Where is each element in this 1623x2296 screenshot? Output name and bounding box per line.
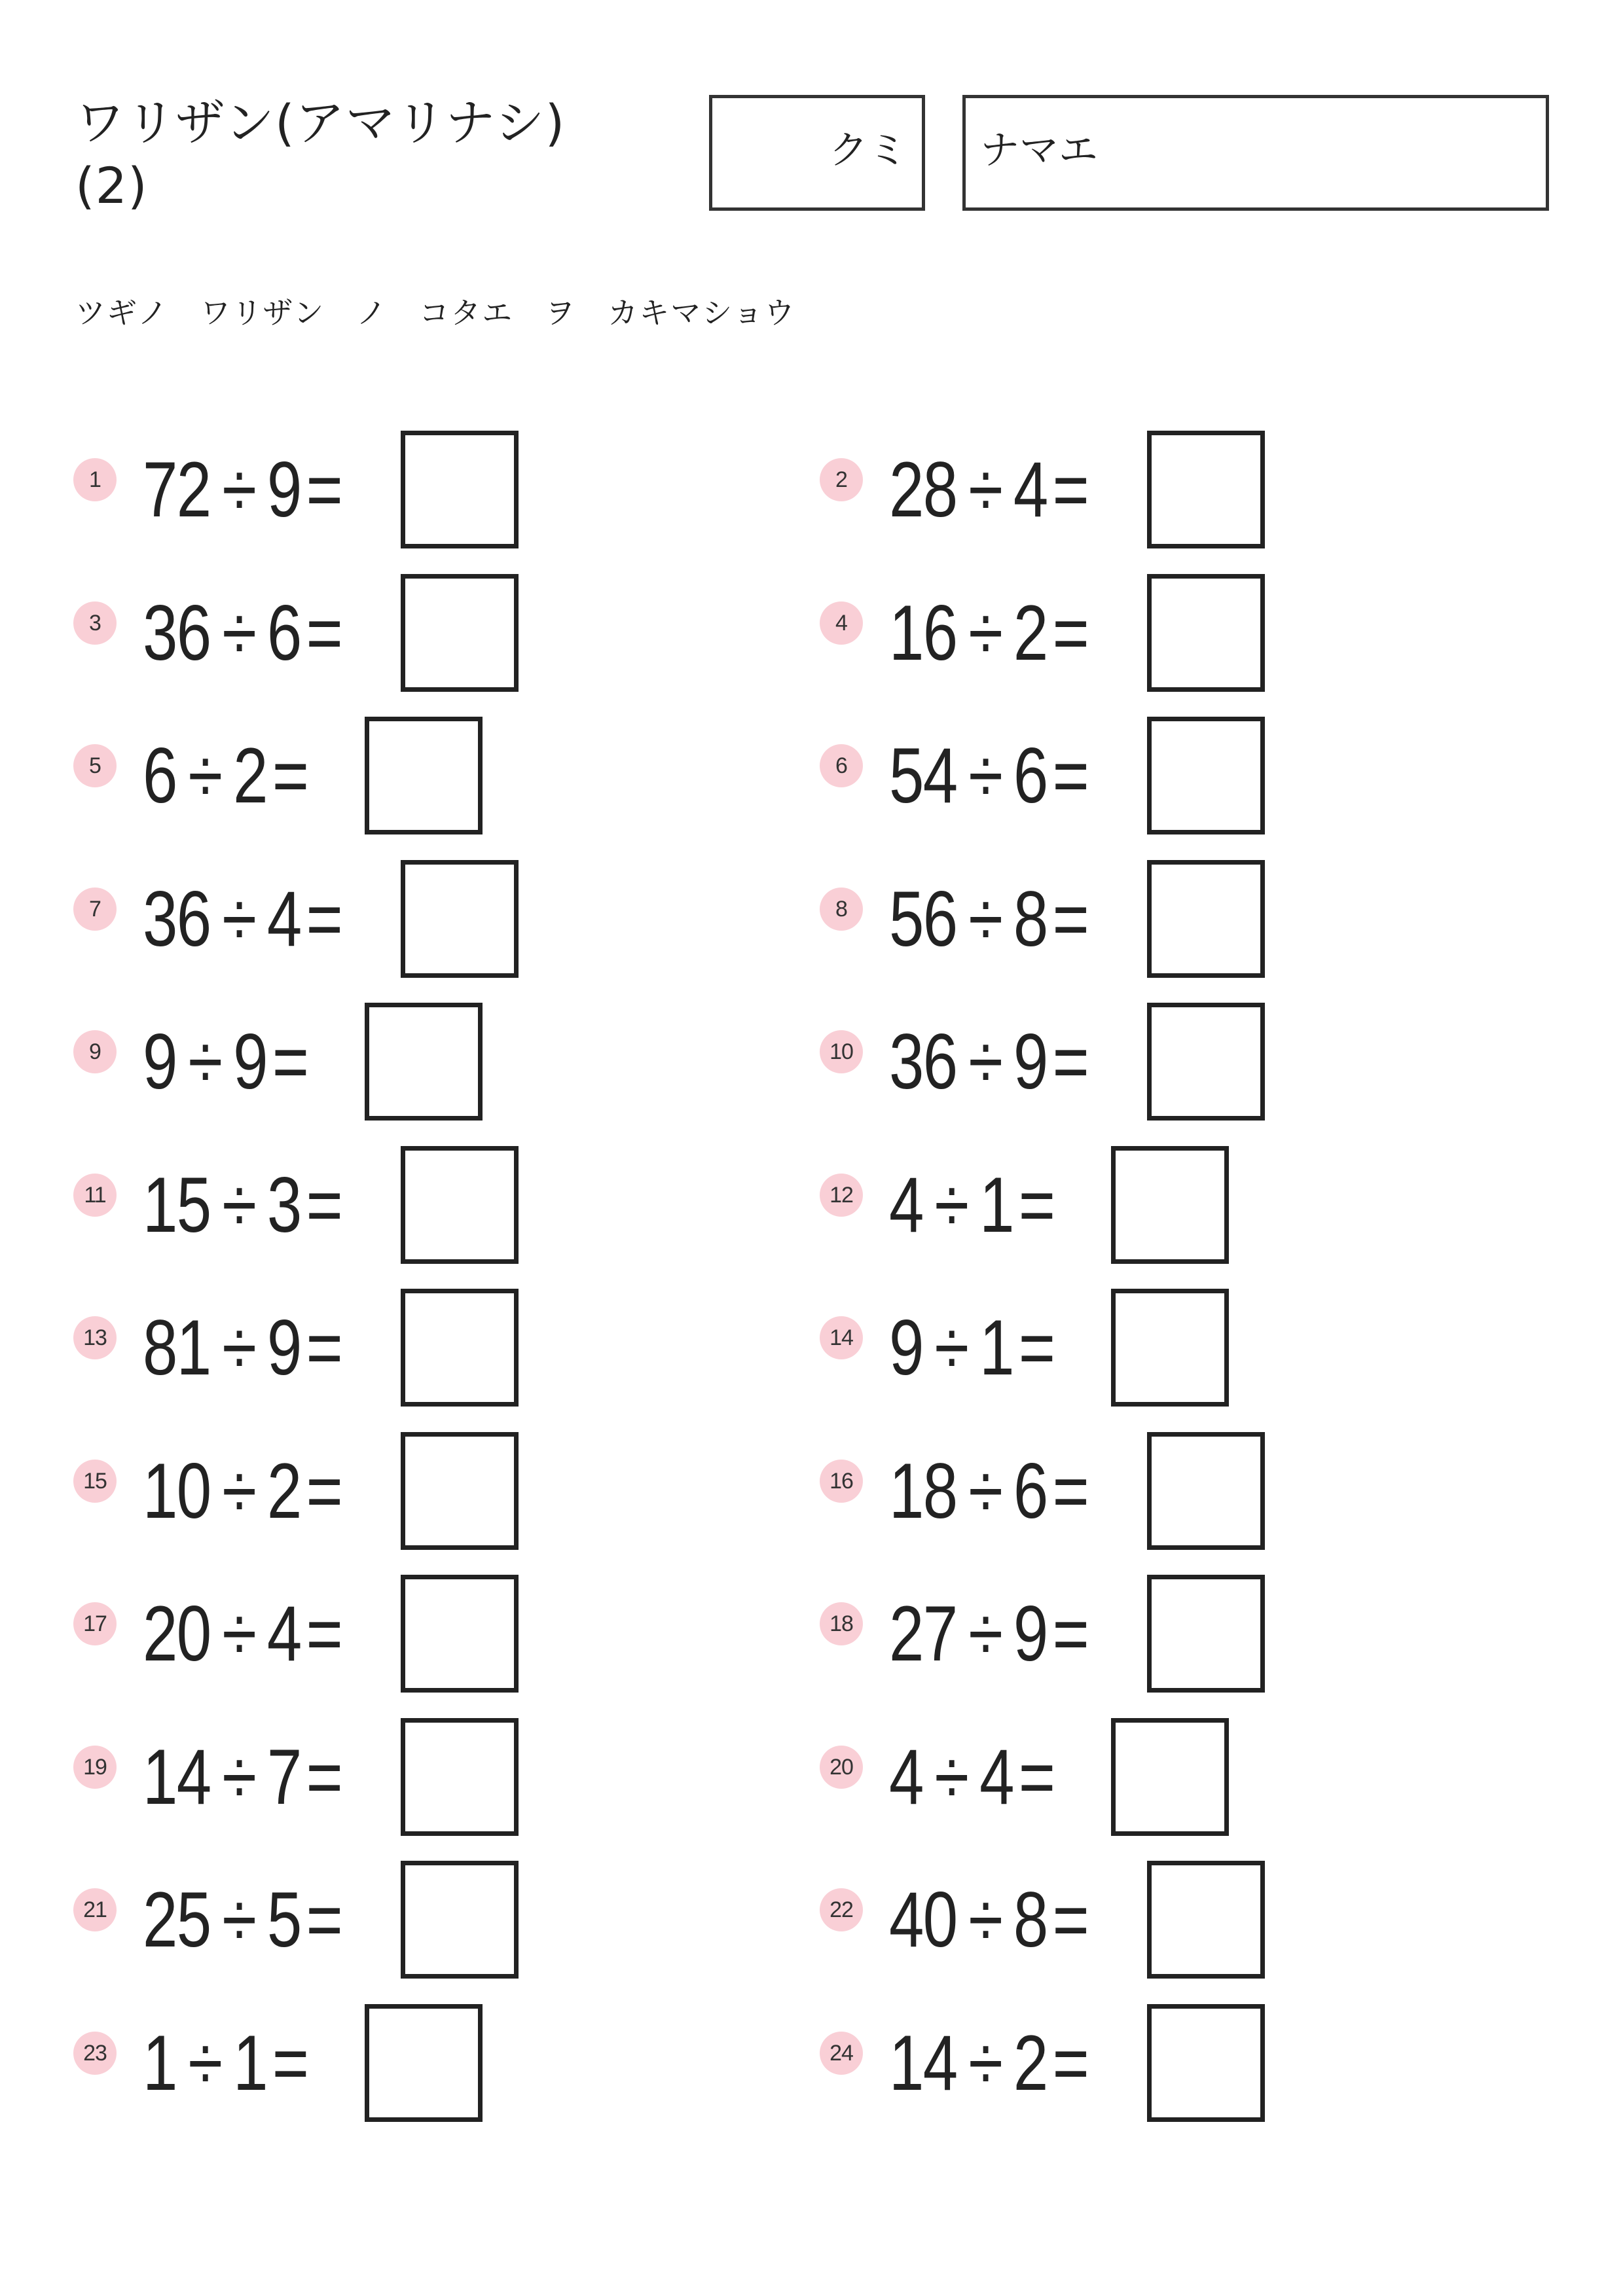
answer-box[interactable] <box>1147 2004 1265 2122</box>
problem-number-badge: 19 <box>73 1746 117 1789</box>
divisor: 8 <box>1013 1876 1048 1964</box>
equals-sign: = <box>1052 732 1089 819</box>
divide-sign: ÷ <box>222 1161 256 1249</box>
class-field-label: クミ <box>829 128 907 173</box>
divide-sign: ÷ <box>968 1876 1002 1964</box>
divide-sign: ÷ <box>222 1733 256 1821</box>
divisor: 3 <box>266 1161 301 1249</box>
equals-sign: = <box>306 1876 342 1964</box>
division-expression <box>143 1003 308 1121</box>
divide-sign: ÷ <box>968 875 1002 963</box>
answer-box[interactable] <box>401 574 519 692</box>
answer-box[interactable] <box>1111 1289 1229 1407</box>
equals-sign: = <box>306 1161 342 1249</box>
equals-sign: = <box>1052 589 1089 677</box>
answer-box[interactable] <box>401 431 519 548</box>
problem-item <box>820 1432 1138 1550</box>
dividend: 4 <box>889 1733 923 1821</box>
divide-sign: ÷ <box>222 1590 256 1677</box>
divisor: 4 <box>1013 446 1048 533</box>
divisor: 6 <box>266 589 301 677</box>
problem-item <box>820 1003 1138 1121</box>
equals-sign: = <box>272 1018 308 1105</box>
divide-sign: ÷ <box>968 589 1002 677</box>
problem-number-badge: 3 <box>73 601 117 645</box>
dividend: 6 <box>143 732 177 819</box>
dividend: 72 <box>143 446 211 533</box>
divisor: 2 <box>266 1447 301 1535</box>
equals-sign: = <box>306 1304 342 1391</box>
dividend: 36 <box>143 589 211 677</box>
dividend: 40 <box>889 1876 957 1964</box>
problem-item <box>820 717 1138 834</box>
division-expression <box>143 431 342 548</box>
problem-number-badge: 6 <box>820 744 863 787</box>
divide-sign: ÷ <box>968 732 1002 819</box>
equals-sign: = <box>1052 1018 1089 1105</box>
problem-number-badge: 5 <box>73 744 117 787</box>
equals-sign: = <box>1052 1447 1089 1535</box>
answer-box[interactable] <box>401 860 519 978</box>
problem-number-badge: 7 <box>73 888 117 931</box>
dividend: 14 <box>143 1733 211 1821</box>
divide-sign: ÷ <box>222 1876 256 1964</box>
equals-sign: = <box>272 732 308 819</box>
divide-sign: ÷ <box>222 589 256 677</box>
division-expression <box>889 717 1088 834</box>
problem-item <box>73 1718 392 1836</box>
divide-sign: ÷ <box>934 1161 968 1249</box>
division-expression <box>143 860 342 978</box>
answer-box[interactable] <box>1147 1003 1265 1121</box>
answer-box[interactable] <box>1111 1146 1229 1264</box>
instructions: ツギノ ワリザン ノ コタエ ヲ カキマショウ <box>75 295 796 331</box>
division-expression <box>889 860 1088 978</box>
problem-item <box>73 1575 392 1693</box>
divide-sign: ÷ <box>188 732 222 819</box>
problem-number-badge: 4 <box>820 601 863 645</box>
problem-item <box>820 1146 1095 1264</box>
division-expression <box>889 1146 1054 1264</box>
dividend: 10 <box>143 1447 211 1535</box>
equals-sign: = <box>306 589 342 677</box>
equals-sign: = <box>306 446 342 533</box>
divisor: 2 <box>1013 2019 1048 2107</box>
equals-sign: = <box>272 2019 308 2107</box>
divisor: 9 <box>1013 1018 1048 1105</box>
divisor: 9 <box>233 1018 267 1105</box>
problem-item <box>73 1432 392 1550</box>
division-expression <box>889 2004 1088 2122</box>
problem-item <box>820 1289 1095 1407</box>
equals-sign: = <box>1052 2019 1089 2107</box>
divisor: 7 <box>266 1733 301 1821</box>
answer-box[interactable] <box>401 1146 519 1264</box>
problem-number-badge: 20 <box>820 1746 863 1789</box>
divisor: 1 <box>233 2019 267 2107</box>
equals-sign: = <box>1018 1161 1055 1249</box>
answer-box[interactable] <box>1147 1861 1265 1979</box>
divide-sign: ÷ <box>222 446 256 533</box>
dividend: 28 <box>889 446 957 533</box>
answer-box[interactable] <box>365 717 483 834</box>
division-expression <box>143 717 308 834</box>
division-expression <box>143 2004 308 2122</box>
answer-box[interactable] <box>1147 717 1265 834</box>
equals-sign: = <box>1052 1590 1089 1677</box>
problem-item <box>820 574 1138 692</box>
dividend: 54 <box>889 732 957 819</box>
equals-sign: = <box>1052 875 1089 963</box>
problem-number-badge: 17 <box>73 1602 117 1645</box>
problem-item <box>73 717 349 834</box>
dividend: 9 <box>889 1304 923 1391</box>
problem-item <box>820 431 1138 548</box>
divisor: 2 <box>233 732 267 819</box>
problem-number-badge: 16 <box>820 1460 863 1503</box>
divisor: 9 <box>1013 1590 1048 1677</box>
problem-number-badge: 8 <box>820 888 863 931</box>
problem-number-badge: 23 <box>73 2032 117 2075</box>
dividend: 9 <box>143 1018 177 1105</box>
equals-sign: = <box>1052 446 1089 533</box>
problem-number-badge: 14 <box>820 1316 863 1359</box>
divide-sign: ÷ <box>222 1447 256 1535</box>
answer-box[interactable] <box>1147 574 1265 692</box>
problem-item <box>73 1861 392 1979</box>
answer-box[interactable] <box>401 1718 519 1836</box>
division-expression <box>143 1861 342 1979</box>
equals-sign: = <box>1018 1304 1055 1391</box>
dividend: 16 <box>889 589 957 677</box>
division-expression <box>889 574 1088 692</box>
division-expression <box>143 1718 342 1836</box>
problem-number-badge: 13 <box>73 1316 117 1359</box>
division-expression <box>143 1432 342 1550</box>
problem-number-badge: 22 <box>820 1888 863 1931</box>
divide-sign: ÷ <box>968 446 1002 533</box>
division-expression <box>143 574 342 692</box>
division-expression <box>889 1289 1054 1407</box>
division-expression <box>889 1575 1088 1693</box>
dividend: 36 <box>889 1018 957 1105</box>
divide-sign: ÷ <box>968 2019 1002 2107</box>
problem-item <box>73 860 392 978</box>
divide-sign: ÷ <box>188 2019 222 2107</box>
division-expression <box>143 1289 342 1407</box>
division-expression <box>143 1575 342 1693</box>
answer-box[interactable] <box>401 1861 519 1979</box>
answer-box[interactable] <box>401 1289 519 1407</box>
problem-item <box>73 431 392 548</box>
dividend: 36 <box>143 875 211 963</box>
divide-sign: ÷ <box>222 875 256 963</box>
problem-item <box>73 574 392 692</box>
problem-item <box>820 2004 1138 2122</box>
problem-number-badge: 11 <box>73 1174 117 1217</box>
dividend: 15 <box>143 1161 211 1249</box>
equals-sign: = <box>1018 1733 1055 1821</box>
dividend: 20 <box>143 1590 211 1677</box>
problem-number-badge: 24 <box>820 2032 863 2075</box>
division-expression <box>889 1718 1054 1836</box>
divisor: 9 <box>266 446 301 533</box>
dividend: 25 <box>143 1876 211 1964</box>
division-expression <box>889 431 1088 548</box>
divisor: 6 <box>1013 732 1048 819</box>
answer-box[interactable] <box>401 1575 519 1693</box>
divide-sign: ÷ <box>934 1733 968 1821</box>
divisor: 4 <box>266 875 301 963</box>
divide-sign: ÷ <box>968 1018 1002 1105</box>
division-expression <box>889 1861 1088 1979</box>
equals-sign: = <box>306 1447 342 1535</box>
problem-number-badge: 9 <box>73 1030 117 1073</box>
answer-box[interactable] <box>401 1432 519 1550</box>
answer-box[interactable] <box>1147 860 1265 978</box>
title-line-2: (2) <box>75 156 148 215</box>
answer-box[interactable] <box>365 2004 483 2122</box>
equals-sign: = <box>306 875 342 963</box>
problem-number-badge: 1 <box>73 458 117 501</box>
division-expression <box>889 1003 1088 1121</box>
dividend: 4 <box>889 1161 923 1249</box>
dividend: 81 <box>143 1304 211 1391</box>
divisor: 4 <box>266 1590 301 1677</box>
division-expression <box>143 1146 342 1264</box>
answer-box[interactable] <box>1111 1718 1229 1836</box>
divide-sign: ÷ <box>968 1447 1002 1535</box>
answer-box[interactable] <box>1147 1575 1265 1693</box>
divide-sign: ÷ <box>222 1304 256 1391</box>
problem-item <box>820 860 1138 978</box>
problem-item <box>73 1146 392 1264</box>
divisor: 5 <box>266 1876 301 1964</box>
division-expression <box>889 1432 1088 1550</box>
problem-number-badge: 21 <box>73 1888 117 1931</box>
dividend: 14 <box>889 2019 957 2107</box>
problem-item <box>73 1289 392 1407</box>
dividend: 56 <box>889 875 957 963</box>
equals-sign: = <box>306 1590 342 1677</box>
problem-number-badge: 2 <box>820 458 863 501</box>
answer-box[interactable] <box>365 1003 483 1121</box>
problem-number-badge: 12 <box>820 1174 863 1217</box>
answer-box[interactable] <box>1147 1432 1265 1550</box>
problem-item <box>820 1718 1095 1836</box>
dividend: 1 <box>143 2019 177 2107</box>
equals-sign: = <box>1052 1876 1089 1964</box>
dividend: 18 <box>889 1447 957 1535</box>
divisor: 6 <box>1013 1447 1048 1535</box>
dividend: 27 <box>889 1590 957 1677</box>
divisor: 4 <box>979 1733 1013 1821</box>
problem-number-badge: 15 <box>73 1460 117 1503</box>
answer-box[interactable] <box>1147 431 1265 548</box>
title-line-1: ワリザン(アマリナシ) <box>75 94 566 152</box>
problem-number-badge: 10 <box>820 1030 863 1073</box>
problem-item <box>73 2004 349 2122</box>
problem-item <box>820 1575 1138 1693</box>
divisor: 9 <box>266 1304 301 1391</box>
divide-sign: ÷ <box>188 1018 222 1105</box>
problem-item <box>73 1003 349 1121</box>
divide-sign: ÷ <box>934 1304 968 1391</box>
divisor: 1 <box>979 1304 1013 1391</box>
equals-sign: = <box>306 1733 342 1821</box>
name-field-label: ナマエ <box>980 128 1098 173</box>
problem-item <box>820 1861 1138 1979</box>
divisor: 1 <box>979 1161 1013 1249</box>
divide-sign: ÷ <box>968 1590 1002 1677</box>
problem-number-badge: 18 <box>820 1602 863 1645</box>
divisor: 8 <box>1013 875 1048 963</box>
divisor: 2 <box>1013 589 1048 677</box>
